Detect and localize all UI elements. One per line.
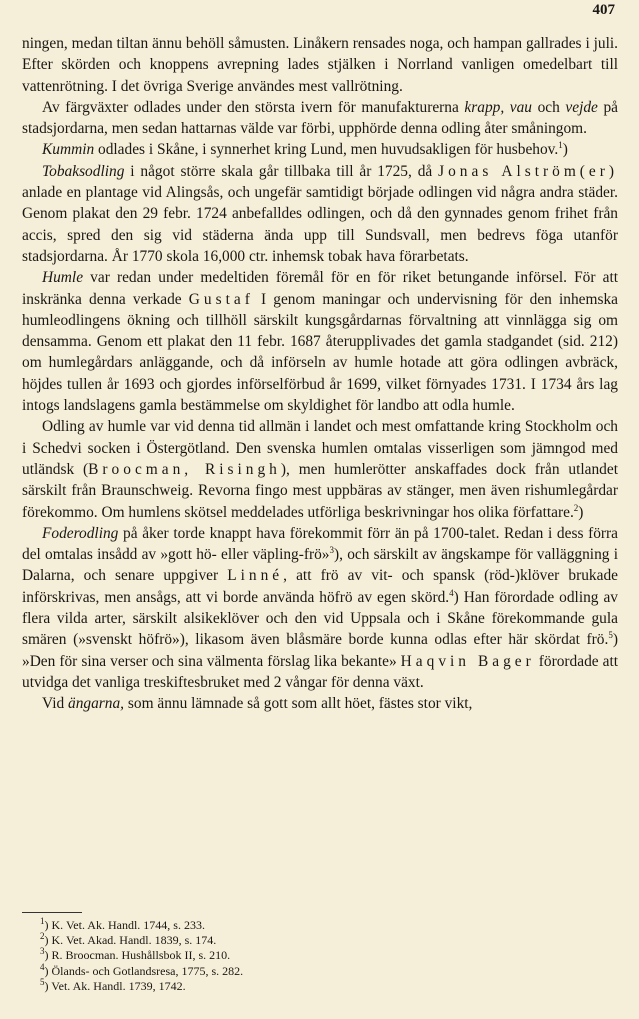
footnote-paren: ): [44, 978, 52, 993]
footnote-rule: [22, 912, 82, 913]
footnote-number: 2: [40, 931, 45, 942]
text-run: Tobaksodling: [42, 162, 125, 180]
text-run: anlade en plantage vid Alingsås, och ungefär samtidigt började odlingen vid några andra städer. Genom plakat den 29 febr. 1724 anbefalldes odlingen, och då den gynnades genom frihet från accis, spred den sig vid städerna ända upp till Sundsvall, men bedrevs föga utanför stadsjordarna. År 1770 skola 16,000 ctr. inhemsk tobak hava förarbetats.: [22, 184, 618, 265]
footnote-text: Vet. Ak. Handl. 1739, 1742.: [51, 978, 186, 993]
footnote: [40, 918, 600, 933]
footnote-ref: 2: [573, 502, 579, 513]
text-run: Linné: [227, 567, 284, 585]
text-run: ): [562, 141, 568, 159]
text-run: , att frö av vit- och spansk (röd-)klöver brukade införskrivas, men ansågs, att vi borde använda höfrö av egen skörd.: [22, 567, 618, 606]
footnote: [40, 961, 600, 979]
paragraph: [22, 97, 618, 140]
footnote-number: 4: [40, 961, 45, 972]
page-number: 407: [592, 2, 615, 18]
footnote-paren: ): [44, 933, 52, 948]
paragraph: [22, 161, 618, 267]
footnote-paren: ): [44, 948, 52, 963]
text-run: ), men humlerötter anskaffades dock från utlandet särskilt från Braunschweig. Revorna fingo mest uppbäras av stänger, men även rishumlegårdar förekommo. Om humlens skötsel meddelades utförliga beskrivningar hos olika författare.: [22, 460, 618, 521]
text-run: Humle: [42, 269, 84, 287]
text-run: krapp, vau: [464, 98, 532, 116]
text-run: Av färgväxter odlades under den största ivern för manufakturerna: [42, 98, 465, 116]
text-run: I genom maningar och undervisning för den inhemska humleodlingens ökning och tillhöll särskilt kungsgårdarnas förvaltning att vinnlägga sig om densamma. Genom ett plakat den 11 febr. 1687 återupplivades det gamla stadgandet (sid. 212) om humlegårdars anläggande, och då införseln av humle hotade att göra odlingen avbräck, höjdes tullen år 1693 och gjordes införselförbud år 1699, vilket förnyades 1731. I 1734 års lag intogs landslagens gamla bestämmelse om skyldighet för landbo att odla humle.: [22, 290, 618, 415]
footnote-ref: 1: [558, 140, 563, 151]
text-run: Gustaf: [188, 290, 254, 308]
paragraph: [22, 139, 618, 160]
footnote-ref: 5: [608, 630, 613, 641]
footnote-text: R. Broocman. Hushållsbok II, s. 210.: [51, 948, 231, 963]
footnote-ref: 4: [449, 587, 454, 598]
footnote: [40, 976, 600, 994]
text-run: ): [578, 503, 584, 521]
text-run: Jonas Alström(er): [438, 162, 619, 180]
text-run: Haqvin Bager: [400, 652, 535, 670]
text-run: ningen, medan tiltan ännu behöll såmusten. Linåkern rensades noga, och hampan gallrades i juli. Efter skörden och knoppens avrepning lades stjälken i Norrland vanligen omedelbart till vattenrötning. I det övriga Sverige användes mest vallrötning.: [22, 35, 618, 95]
text-run: Vid: [42, 695, 69, 713]
text-run: ) »Den för sina verser och sina välmenta förslag lika bekante»: [22, 631, 618, 670]
footnote: [40, 948, 600, 963]
text-run: Odling av humle var vid denna tid allmän i landet och mest omfattande kring Stockholm och i Schedvi socken i Östergötland. Den svenska humlen omtalas visserligen som jämngod med utländsk (: [22, 418, 618, 478]
footnote-paren: ): [44, 963, 52, 978]
text-run: i något större skala går tillbaka till år 1725, då: [124, 162, 439, 180]
text-run: var redan under medeltiden föremål för en för riket betungande införsel. För att inskränka denna verkade: [22, 269, 618, 308]
paragraph: [22, 416, 618, 522]
paragraph: [22, 267, 618, 416]
text-run: Kummin: [42, 141, 95, 159]
footnote: [40, 933, 600, 948]
footnote-text: K. Vet. Akad. Handl. 1839, s. 174.: [51, 933, 217, 948]
text-run: Foderodling: [42, 524, 119, 542]
paragraph: [22, 33, 618, 97]
paragraph: [22, 523, 618, 693]
footnote-paren: ): [44, 918, 52, 932]
footnote-number: 5: [40, 976, 45, 987]
footnote-ref: 3: [329, 545, 334, 555]
footnote-text: K. Vet. Ak. Handl. 1744, s. 233.: [51, 918, 205, 932]
text-run: på stadsjordarna, men sedan hattarnas välde var förbi, upphörde denna odling åter småningom.: [22, 98, 619, 138]
text-run: och: [532, 98, 566, 116]
text-run: ängarna,: [68, 695, 125, 713]
text-run: ), och särskilt av ängskampe för valläggning i Dalarna, och senare uppgiver: [22, 546, 618, 585]
text-run: ) Han förordade odling av flera vilda arter, särskilt alsikeklöver och den vid Uppsala och i Skåne förekommande gula smären (»svenskt höfrö»), likasom även blåsmäre borde kunna odlas efter här skördat frö.: [22, 588, 618, 649]
footnote-number: 1: [40, 916, 45, 926]
text-run: Broocman, Risingh: [88, 460, 281, 478]
text-run: förordade att utvidga det vanliga treskiftesbruket med 2 vångar för denna växt.: [22, 652, 618, 691]
paragraph: [22, 693, 618, 714]
footnotes: [40, 918, 600, 994]
text-run: på åker torde knappt hava förekommit förr än på 1700-talet. Redan i dess förra del omtalas insådd av »gott hö- eller väpling-frö»: [22, 524, 618, 564]
text-run: som ännu lämnade så gott som allt höet, fästes stor vikt,: [124, 695, 473, 713]
footnote-number: 3: [40, 946, 45, 957]
text-run: odlades i Skåne, i synnerhet kring Lund, men huvudsakligen för husbehov.: [94, 141, 559, 159]
text-run: vejde: [565, 98, 598, 116]
body-text: [22, 33, 618, 715]
footnote-text: Ölands- och Gotlandsresa, 1775, s. 282.: [51, 963, 244, 978]
